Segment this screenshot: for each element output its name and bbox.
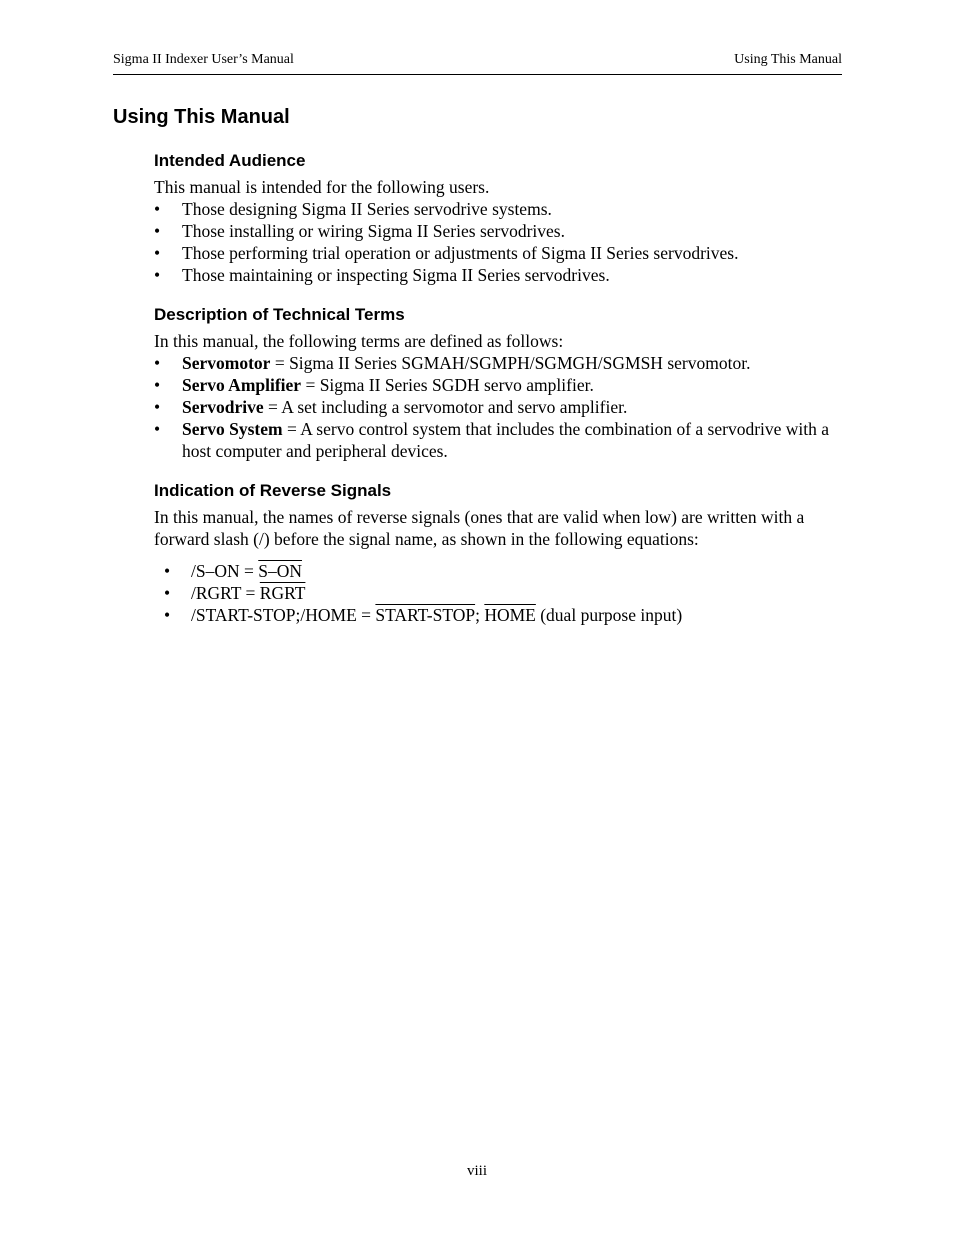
list-item xyxy=(154,264,844,286)
list-item xyxy=(154,374,844,396)
section-reverse-signals xyxy=(154,480,844,626)
section-intro: This manual is intended for the following users. xyxy=(154,177,490,197)
bullet: • xyxy=(154,243,161,263)
bullet: • xyxy=(154,199,161,219)
section-heading: Indication of Reverse Signals xyxy=(154,481,392,500)
term: Servo Amplifier xyxy=(182,375,302,395)
term-definition: = A set including a servomotor and servo amplifier. xyxy=(263,397,628,417)
overlined-signal: HOME xyxy=(484,605,536,625)
bullet: • xyxy=(164,605,171,625)
page-header xyxy=(113,52,842,75)
bullet: • xyxy=(154,419,161,439)
signal-name: /START-STOP;/HOME = xyxy=(191,605,376,625)
list-item-text: Those maintaining or inspecting Sigma II Series servodrives. xyxy=(182,265,610,285)
list-item xyxy=(154,560,844,582)
term: Servo System xyxy=(182,419,283,439)
signal-separator: ; xyxy=(475,605,485,625)
bullet: • xyxy=(164,583,171,603)
list-item xyxy=(154,198,844,220)
list-item-text: Those designing Sigma II Series servodrive systems. xyxy=(182,199,552,219)
terms-list xyxy=(154,352,844,462)
section-technical-terms xyxy=(154,304,844,462)
bullet: • xyxy=(154,221,161,241)
list-item xyxy=(154,220,844,242)
list-item xyxy=(154,396,844,418)
page-number: viii xyxy=(466,1163,487,1179)
list-item xyxy=(154,242,844,264)
signal-note: (dual purpose input) xyxy=(535,605,683,625)
section-intro: In this manual, the following terms are defined as follows: xyxy=(154,331,564,351)
overlined-signal: S–ON xyxy=(258,561,303,581)
section-heading: Intended Audience xyxy=(154,151,306,170)
section-heading: Description of Technical Terms xyxy=(154,305,405,324)
term-definition: = Sigma II Series SGMAH/SGMPH/SGMGH/SGMSH servomotor. xyxy=(270,353,751,373)
list-item-text: Those installing or wiring Sigma II Series servodrives. xyxy=(182,221,565,241)
term-definition: = A servo control system that includes the combination of a servodrive with a host computer and peripheral devices. xyxy=(182,419,830,461)
header-section-title: Using This Manual xyxy=(734,52,842,67)
bullet: • xyxy=(154,265,161,285)
term: Servodrive xyxy=(182,397,264,417)
section-intro: In this manual, the names of reverse signals (ones that are valid when low) are written with a forward slash (/) before the signal name, as shown in the following equations: xyxy=(154,507,805,549)
term: Servomotor xyxy=(182,353,271,373)
signal-name: /RGRT = xyxy=(191,583,260,603)
header-manual-title: Sigma II Indexer User’s Manual xyxy=(113,52,294,67)
section-intended-audience xyxy=(154,150,844,286)
overlined-signal: START-STOP xyxy=(375,605,476,625)
audience-list xyxy=(154,198,844,286)
list-item-text: Those performing trial operation or adjustments of Sigma II Series servodrives. xyxy=(182,243,739,263)
signal-name: /S–ON = xyxy=(191,561,259,581)
page-title: Using This Manual xyxy=(113,106,290,128)
term-definition: = Sigma II Series SGDH servo amplifier. xyxy=(301,375,594,395)
overlined-signal: RGRT xyxy=(259,583,306,603)
list-item xyxy=(154,352,844,374)
bullet: • xyxy=(154,353,161,373)
bullet: • xyxy=(154,375,161,395)
bullet: • xyxy=(164,561,171,581)
bullet: • xyxy=(154,397,161,417)
list-item xyxy=(154,604,844,626)
list-item xyxy=(154,418,844,462)
list-item xyxy=(154,582,844,604)
signal-list xyxy=(154,560,844,626)
